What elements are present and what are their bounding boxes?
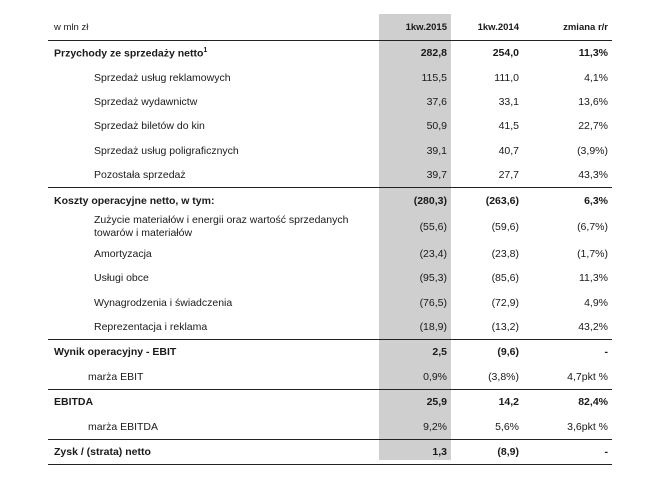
- row-cinema-tickets: [48, 114, 612, 138]
- row-label: Przychody ze sprzedaży netto$^1$: [54, 46, 208, 60]
- value-2014: (8,9): [451, 439, 523, 464]
- financial-table: [48, 14, 612, 465]
- value-2015: (18,9): [419, 321, 447, 334]
- value-change: -: [523, 340, 612, 365]
- value-2015: 282,8: [420, 47, 447, 60]
- value-change: 4,9%: [584, 296, 608, 309]
- row-net-profit: [48, 439, 612, 464]
- row-depreciation: [48, 242, 612, 266]
- row-salaries-benefits: [48, 291, 612, 315]
- row-label: Sprzedaż biletów do kin: [94, 120, 205, 133]
- row-operating-costs: [48, 188, 612, 213]
- row-publications: [48, 90, 612, 114]
- row-label: Sprzedaż usług reklamowych: [94, 71, 231, 84]
- value-change: 43,3%: [578, 169, 608, 182]
- row-label: Reprezentacja i reklama: [94, 321, 208, 334]
- row-label: EBITDA: [48, 390, 379, 415]
- row-label: Koszty operacyjne netto, w tym:: [48, 188, 379, 213]
- value-2014: 111,0: [494, 71, 519, 84]
- value-2014: 33,1: [498, 95, 519, 108]
- value-change: 3,6pkt %: [567, 420, 608, 433]
- value-2014: (3,8%): [488, 370, 519, 383]
- value-2015: (95,3): [419, 272, 447, 285]
- value-2014: (23,8): [491, 247, 519, 260]
- value-2015: 115,5: [421, 71, 447, 84]
- value-change: -: [523, 439, 612, 464]
- row-label: marża EBITDA: [88, 420, 159, 433]
- row-label: Sprzedaż usług poligraficznych: [94, 144, 239, 157]
- value-2015: 2,5: [379, 340, 451, 365]
- value-change: 11,3%: [578, 47, 608, 60]
- value-2015: (280,3): [379, 188, 451, 213]
- value-2014: 41,5: [498, 120, 519, 133]
- row-materials-energy: [48, 213, 612, 242]
- row-label: Wynagrodzenia i świadczenia: [94, 296, 233, 309]
- value-2014: (263,6): [451, 188, 523, 213]
- row-ad-services: [48, 65, 612, 89]
- value-2014: 254,0: [492, 47, 519, 60]
- value-2014: (9,6): [451, 340, 523, 365]
- value-2015: 37,6: [426, 95, 447, 108]
- value-2014: 40,7: [498, 144, 519, 157]
- row-ebitda-margin: [48, 414, 612, 439]
- value-2015: (23,4): [419, 247, 447, 260]
- value-change: (6,7%): [577, 221, 608, 234]
- value-2015: 39,1: [426, 144, 447, 157]
- row-ebit-margin: [48, 365, 612, 390]
- value-2015: (55,6): [419, 221, 447, 234]
- row-label: Zysk / (strata) netto: [48, 439, 379, 464]
- footnote-marker: 1: [203, 46, 208, 54]
- value-change: 11,3%: [579, 272, 608, 285]
- value-2014: 5,6%: [495, 420, 519, 433]
- unit-label: w mln zł: [48, 14, 379, 41]
- row-label: Amortyzacja: [94, 247, 152, 260]
- value-change: 82,4%: [523, 390, 612, 415]
- row-revenue: [48, 41, 612, 66]
- value-change: 4,1%: [584, 71, 608, 84]
- row-ebitda: [48, 390, 612, 415]
- row-external-services: [48, 266, 612, 290]
- row-label: Usługi obce: [94, 272, 149, 285]
- value-change: 13,6%: [578, 95, 608, 108]
- value-2015: 1,3: [379, 439, 451, 464]
- value-2015: (76,5): [419, 296, 447, 309]
- row-printing-services: [48, 139, 612, 163]
- value-change: 43,2%: [578, 321, 608, 334]
- value-2015: 9,2%: [423, 420, 447, 433]
- value-2014: (13,2): [491, 321, 519, 334]
- value-2014: (85,6): [491, 272, 519, 285]
- row-label: Pozostała sprzedaż: [94, 169, 186, 182]
- value-2014: 27,7: [498, 169, 519, 182]
- value-2015: 0,9%: [423, 370, 447, 383]
- row-label: marża EBIT: [88, 370, 144, 383]
- col-header-2014: 1kw.2014: [451, 14, 523, 41]
- row-label: Wynik operacyjny - EBIT: [48, 340, 379, 365]
- col-header-2015: 1kw.2015: [379, 14, 451, 41]
- value-change: 22,7%: [578, 120, 608, 133]
- value-2014: (72,9): [491, 296, 519, 309]
- row-other-sales: [48, 163, 612, 188]
- value-change: (1,7%): [577, 247, 608, 260]
- value-2015: 25,9: [379, 390, 451, 415]
- value-2015: 39,7: [426, 169, 447, 182]
- row-representation-advertising: [48, 315, 612, 340]
- value-2014: 14,2: [451, 390, 523, 415]
- value-change: 4,7pkt %: [567, 370, 608, 383]
- value-change: (3,9%): [577, 144, 608, 157]
- col-header-change: zmiana r/r: [523, 14, 612, 41]
- value-2014: (59,6): [491, 221, 519, 234]
- header-row: [48, 14, 612, 41]
- value-change: 6,3%: [523, 188, 612, 213]
- row-ebit: [48, 340, 612, 365]
- row-label: Sprzedaż wydawnictw: [94, 95, 198, 108]
- value-2015: 50,9: [426, 120, 447, 133]
- row-label: Zużycie materiałów i energii oraz wartość sprzedanych towarów i materiałów: [94, 214, 349, 240]
